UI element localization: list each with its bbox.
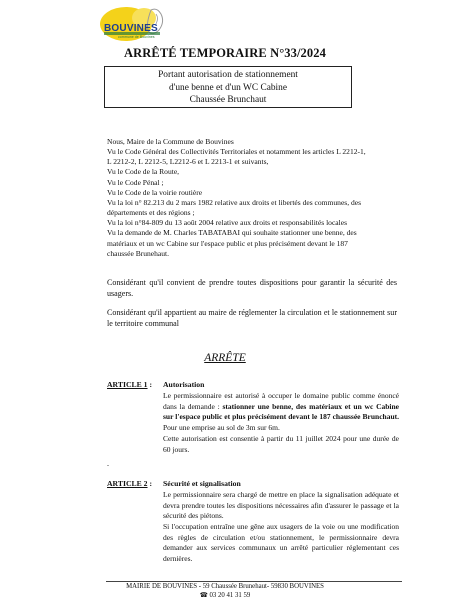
visa-line: Vu le Code de la Route, <box>107 167 180 177</box>
article-1-text-c: Pour une emprise au sol de 3m sur 6m. <box>163 422 280 432</box>
visa-line: Vu le Code Pénal ; <box>107 177 164 187</box>
visa-line: Vu le Code Général des Collectivités Territoriales et notamment les articles L 2212-1, <box>107 147 366 157</box>
article-1-paragraph-2: Cette autorisation est consentie à partir du 11 juillet 2024 pour une durée de 60 jours. <box>163 434 399 454</box>
visa-line: chaussée Brunehaut. <box>107 248 170 258</box>
visa-line: L 2212-2, L 2212-5, L2212-6 et L 2213-1 et suivants, <box>107 157 269 167</box>
article-2-label <box>107 479 152 488</box>
arrete-heading: ARRÊTE <box>204 352 246 364</box>
footer-address: MAIRIE DE BOUVINES - 59 Chaussée Brunehaut- 59830 BOUVINES <box>126 583 324 590</box>
visa-line: Vu la loi n°84-809 du 13 août 2004 relative aux droits et responsabilités locales <box>107 218 348 228</box>
visa-line: Vu le Code de la voirie routière <box>107 187 203 197</box>
logo-subtitle: commune de Bouvines <box>118 35 155 39</box>
footer-divider <box>106 581 402 582</box>
logo-text: BOUVINES <box>104 23 158 34</box>
footer-phone-line <box>0 592 450 600</box>
article-2-title: Sécurité et signalisation <box>163 479 241 488</box>
visa-line: Vu la demande de M. Charles TABATABAI qui souhaite stationner une benne, des <box>107 228 357 238</box>
article-2-colon: : <box>147 479 153 488</box>
article-1-paragraph-1 <box>163 391 399 433</box>
visa-line: matériaux et un wc Cabine sur l'espace public et plus précisément devant le 187 <box>107 238 348 248</box>
objet-line: d'une benne et d'un WC Cabine <box>168 82 288 93</box>
article-2-paragraph-2: Si l'occupation entraîne une gêne aux usagers de la voie ou une modification des règles de circulation et/ou stationnement, le permissionnaire devra demander aux services communaux un arrêté particulier réglementant ces dernières. <box>163 522 399 563</box>
article-2-paragraph-1: Le permissionnaire sera chargé de mettre en place la signalisation adéquate et devra prendre toutes les dispositions nécessaires afin d'assurer le passage et la sécurité des piétons. <box>163 490 399 521</box>
visas-block <box>107 137 397 259</box>
considerant-securite: Considérant qu'il convient de prendre toutes dispositions pour garantir la sécurité des usagers. <box>107 278 397 298</box>
article-1-colon: : <box>147 380 153 389</box>
article-1-title: Autorisation <box>163 380 205 389</box>
considerant-circulation: Considérant qu'il appartient au maire de réglementer la circulation et le stationnement sur le territoire communal <box>107 308 397 328</box>
visa-line: départements et des régions ; <box>107 208 195 218</box>
visa-line: Nous, Maire de la Commune de Bouvines <box>107 137 234 146</box>
footer <box>0 583 450 600</box>
phone-icon: ☎ <box>199 591 208 599</box>
footer-phone: 03 20 41 31 59 <box>209 591 251 599</box>
objet-line: Portant autorisation de stationnement <box>158 70 298 80</box>
arrete-title: ARRÊTÉ TEMPORAIRE N°33/2024 <box>124 46 326 60</box>
article-2-number: ARTICLE 2 <box>107 479 148 488</box>
stray-dot: . <box>107 459 109 468</box>
objet-box <box>104 66 352 108</box>
article-1-text-bold: stationner une benne, des matériaux et un wc Cabine sur l'espace public et plus précisément devant le 187 chaussée Brunchaut. <box>163 401 399 422</box>
commune-logo <box>96 6 178 46</box>
visa-line: Vu la loi n° 82.213 du 2 mars 1982 relative aux droits et libertés des communes, des <box>107 197 362 207</box>
article-1-label <box>107 380 152 389</box>
article-1-text-a: Le permissionnaire est autorisé à occuper le domaine public comme énoncé dans la demande : <box>163 391 399 411</box>
article-1-number: ARTICLE 1 <box>107 380 148 389</box>
objet-line: Chaussée Brunchaut <box>189 95 267 105</box>
